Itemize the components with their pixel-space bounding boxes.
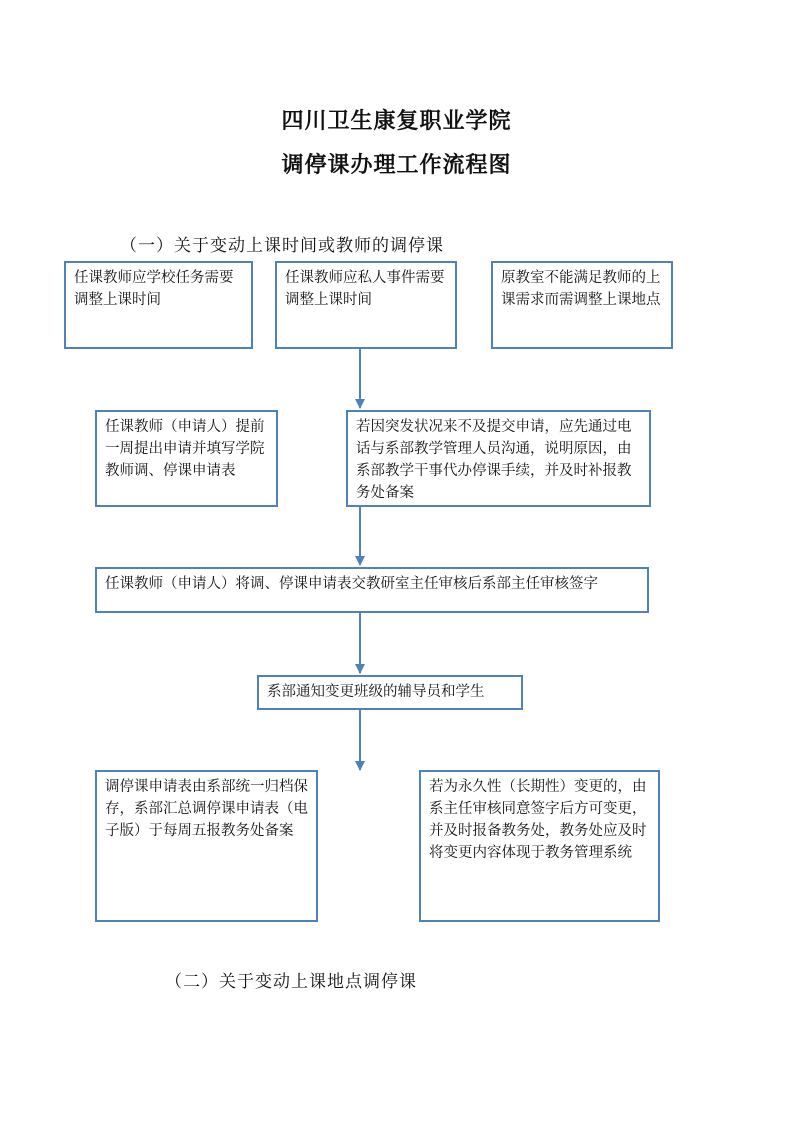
flow-box-archive: 调停课申请表由系部统一归档保存，系部汇总调停课申请表（电子版）于每周五报教务处备案 [95,770,318,922]
flow-box-emergency: 若因突发状况来不及提交申请，应先通过电话与系部教学管理人员沟通，说明原因，由系部教学干事代办停课手续，并及时补报教务处备案 [346,410,651,507]
section-heading-location: （二）关于变动上课地点调停课 [165,972,417,992]
flow-box-private-matter: 任课教师应私人事件需要调整上课时间 [275,261,457,349]
flow-box-review-sign: 任课教师（申请人）将调、停课申请表交教研室主任审核后系部主任审核签字 [95,567,649,613]
document-title: 四川卫生康复职业学院 [281,109,512,134]
flow-box-classroom: 原教室不能满足教师的上课需求而需调整上课地点 [491,261,673,349]
section-heading-time-teacher: （一）关于变动上课时间或教师的调停课 [120,236,444,256]
flow-box-school-task: 任课教师应学校任务需要调整上课时间 [64,261,253,349]
flow-box-permanent: 若为永久性（长期性）变更的，由系主任审核同意签字后方可变更，并及时报备教务处，教务处应及时将变更内容体现于教务管理系统 [419,770,660,922]
document-subtitle: 调停课办理工作流程图 [281,153,512,178]
flow-box-apply-week-before: 任课教师（申请人）提前一周提出申请并填写学院教师调、停课申请表 [95,410,278,507]
flow-box-notify: 系部通知变更班级的辅导员和学生 [257,675,523,710]
